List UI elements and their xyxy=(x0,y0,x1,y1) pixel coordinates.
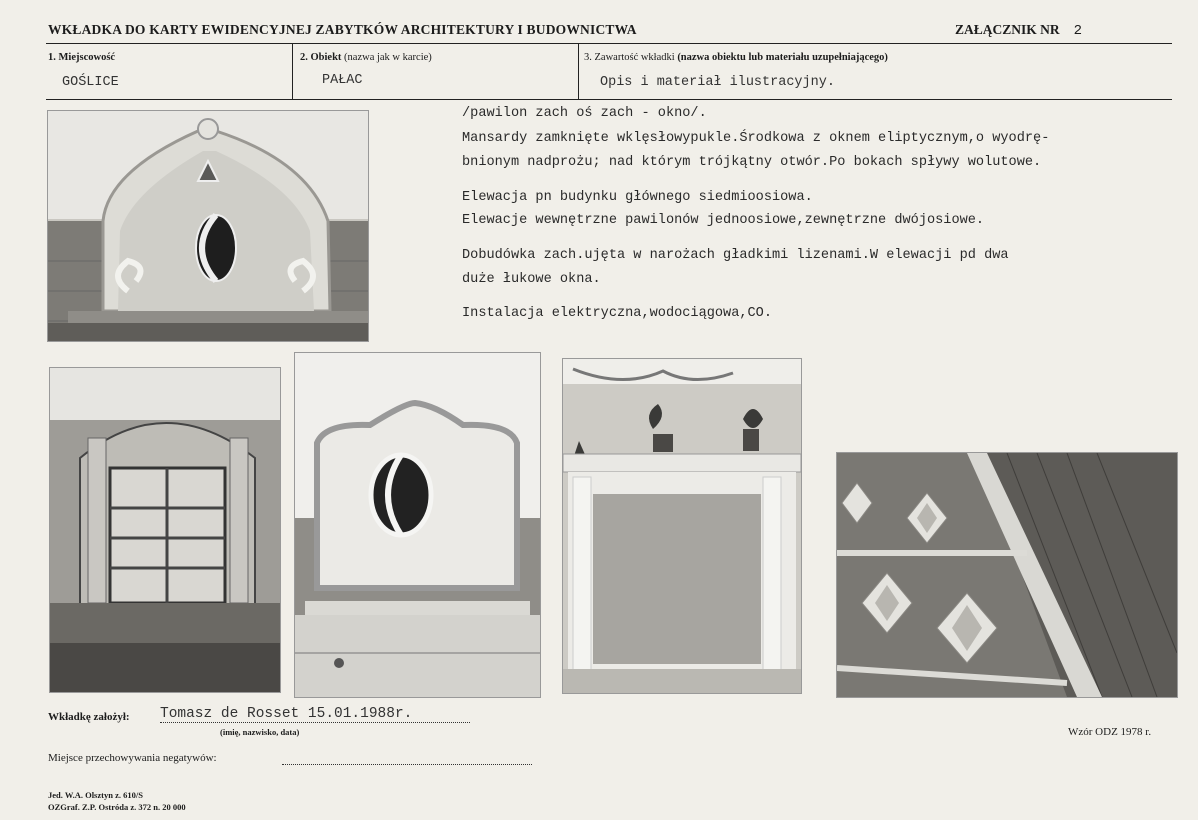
header-rule-top xyxy=(46,43,1172,44)
founder-hint: (imię, nazwisko, data) xyxy=(220,727,300,737)
dormer-oval-icon xyxy=(295,353,540,697)
parquet-icon xyxy=(837,453,1177,697)
photo-parquet-floor xyxy=(836,452,1178,698)
locality-value: GOŚLICE xyxy=(62,75,119,90)
description-line-2: Mansardy zamknięte wklęsłowypukle.Środkowa z oknem eliptycznym,o wyodrę- xyxy=(462,131,1050,146)
founder-value: Tomasz de Rosset 15.01.1988r. xyxy=(160,706,470,723)
object-label-group xyxy=(300,52,432,63)
fireplace-icon xyxy=(563,359,801,693)
dormer-window-icon xyxy=(50,368,280,692)
attachment-number: 2 xyxy=(1073,23,1083,39)
description-line-5: Elewacje wewnętrzne pawilonów jednoosiowe,zewnętrzne dwójosiowe. xyxy=(462,213,985,228)
content-label: 3. Zawartość wkładki xyxy=(584,52,675,63)
photo-dormer-ornamental xyxy=(47,110,369,342)
content-label-group xyxy=(584,52,888,63)
description-line-4: Elewacja pn budynku głównego siedmioosiowa. xyxy=(462,190,813,205)
template-mark: Wzór ODZ 1978 r. xyxy=(1068,726,1152,738)
print-info-1: Jed. W.A. Olsztyn z. 610/S xyxy=(48,790,143,800)
description-line-7: duże łukowe okna. xyxy=(462,272,601,287)
description-line-6: Dobudówka zach.ujęta w narożach gładkimi lizenami.W elewacji pd dwa xyxy=(462,248,1009,263)
photo-fireplace xyxy=(562,358,802,694)
dormer-volute-icon xyxy=(48,111,368,341)
attachment-number-field xyxy=(955,22,1082,39)
attachment-label: ZAŁĄCZNIK NR xyxy=(955,22,1060,37)
header-rule-bottom xyxy=(46,99,1172,100)
print-info-2: OZGraf. Z.P. Ostróda z. 372 n. 20 000 xyxy=(48,802,186,812)
object-hint: (nazwa jak w karcie) xyxy=(344,52,432,63)
content-value: Opis i materiał ilustracyjny. xyxy=(600,75,835,90)
locality-label: 1. Miejscowość xyxy=(48,52,116,63)
content-hint: (nazwa obiektu lub materiału uzupełniającego) xyxy=(677,52,888,63)
object-value: PAŁAC xyxy=(322,73,363,88)
negatives-line xyxy=(282,764,532,765)
founder-label: Wkładkę założył: xyxy=(48,711,130,723)
description-line-8: Instalacja elektryczna,wodociągowa,CO. xyxy=(462,306,772,321)
description-line-3: bnionym nadprożu; nad którym trójkątny otwór.Po bokach spływy wolutowe. xyxy=(462,155,1042,170)
negatives-label: Miejsce przechowywania negatywów: xyxy=(48,752,217,764)
object-label: 2. Obiekt xyxy=(300,52,342,63)
photo-dormer-oval xyxy=(294,352,541,698)
photo-dormer-window xyxy=(49,367,281,693)
field-divider-1 xyxy=(292,44,293,99)
form-title: WKŁADKA DO KARTY EWIDENCYJNEJ ZABYTKÓW ARCHITEKTURY I BUDOWNICTWA xyxy=(48,22,637,37)
description-line-1: /pawilon zach oś zach - okno/. xyxy=(462,106,707,121)
field-divider-2 xyxy=(578,44,579,99)
